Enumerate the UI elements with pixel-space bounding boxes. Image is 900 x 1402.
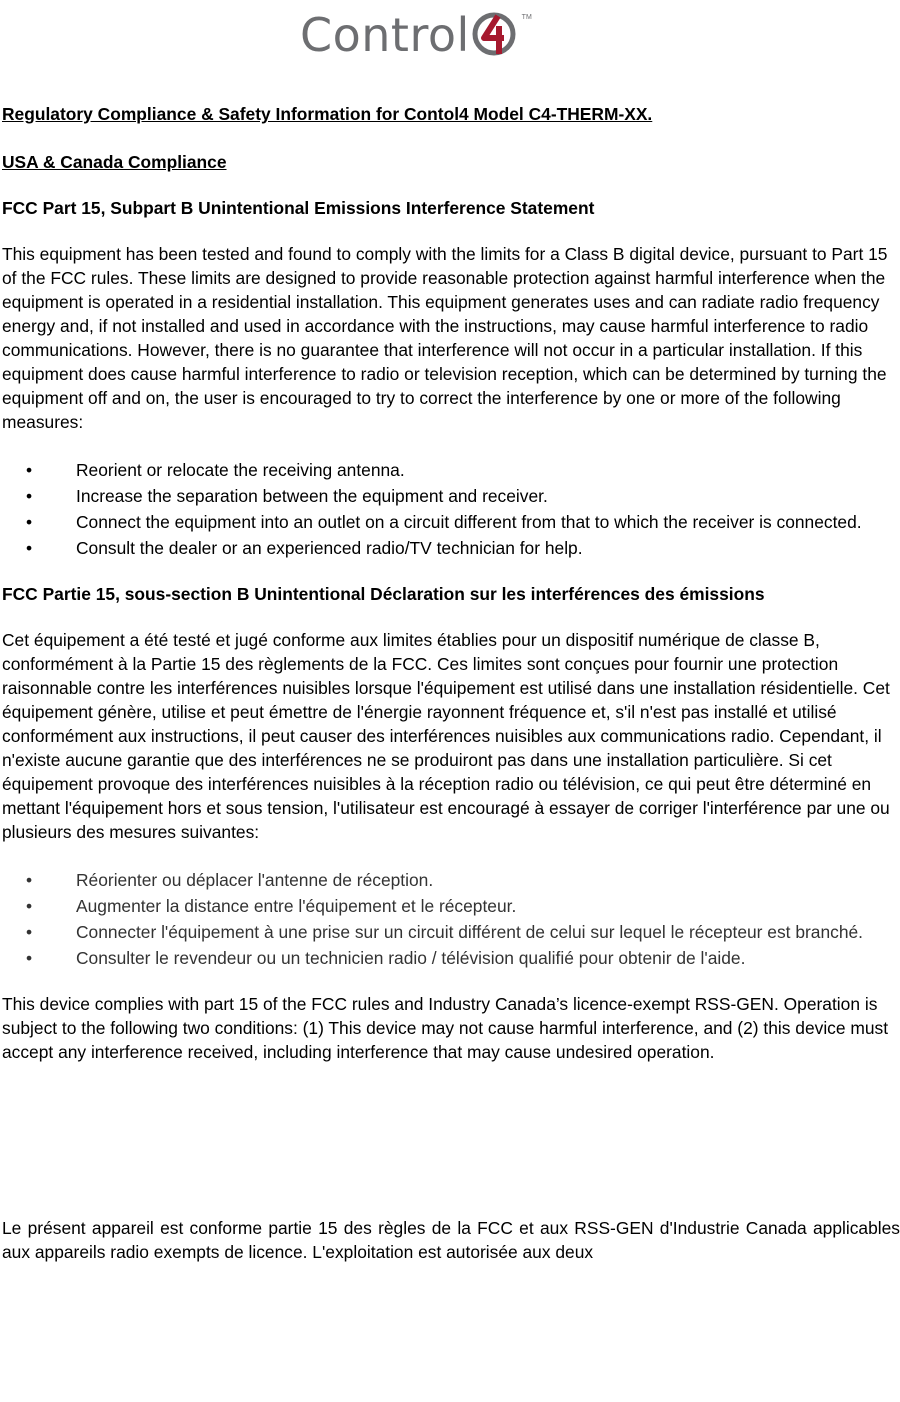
fcc-part15-heading: FCC Part 15, Subpart B Unintentional Emissions Interference Statement xyxy=(2,198,595,218)
list-item: • Connect the equipment into an outlet on a circuit different from that to which the receiver is connected. xyxy=(2,510,900,534)
fr-measures-list xyxy=(2,868,900,970)
fcc-statement-paragraph: This equipment has been tested and found to comply with the limits for a Class B digital device, pursuant to Part 15 of the FCC rules. These limits are designed to provide reasonable protection against harmful interference when the equipment is operated in a residential installation. This equipment generates uses and can radiate radio frequency energy and, if not installed and used in accordance with the instructions, may cause harmful interference to radio communications. However, there is no guarantee that interference will not occur in a particular installation. If this equipment does cause harmful interference to radio or television reception, which can be determined by turning the equipment off and on, the user is encouraged to try to correct the interference by one or more of the following measures: xyxy=(2,244,888,432)
list-item: • Connecter l'équipement à une prise sur un circuit différent de celui sur lequel le récepteur est branché. xyxy=(2,920,900,944)
list-item: • Augmenter la distance entre l'équipement et le récepteur. xyxy=(2,894,900,918)
usa-canada-heading: USA & Canada Compliance xyxy=(2,152,227,172)
list-item: • Consult the dealer or an experienced radio/TV technician for help. xyxy=(2,536,900,560)
control4-logo xyxy=(300,4,532,66)
logo-trademark: TM xyxy=(521,14,532,21)
fcc-partie15-heading: FCC Partie 15, sous-section B Unintentional Déclaration sur les interférences des émissions xyxy=(2,584,765,604)
document-title: Regulatory Compliance & Safety Information for Contol4 Model C4-THERM-XX. xyxy=(2,104,653,124)
blank-space xyxy=(2,1088,900,1216)
list-item: • Consulter le revendeur ou un technicien radio / télévision qualifié pour obtenir de l'aide. xyxy=(2,946,900,970)
document-body xyxy=(2,100,900,1288)
list-item: • Reorient or relocate the receiving antenna. xyxy=(2,458,900,482)
logo-4-mark-icon xyxy=(472,4,532,66)
logo-text: Control xyxy=(300,8,470,62)
fr-statement-paragraph: Cet équipement a été testé et jugé conforme aux limites établies pour un dispositif numérique de classe B, conformément à la Partie 15 des règlements de la FCC. Ces limites sont conçues pour fournir une protection raisonnable contre les interférences nuisibles lorsque l'équipement est utilisé dans une installation résidentielle. Cet équipement génère, utilise et peut émettre de l'énergie rayonnent fréquence et, s'il n'est pas installé et utilisé conformément aux instructions, il peut causer des interférences nuisibles aux communications radio. Cependant, il n'existe aucune garantie que des interférences ne se produiront pas dans une installation particulière. Si cet équipement provoque des interférences nuisibles à la réception radio ou télévision, ce qui peut être déterminé en mettant l'équipement hors et sous tension, l'utilisateur est encouragé à essayer de corriger l'interférence par une ou plusieurs des mesures suivantes: xyxy=(2,630,890,842)
list-item: • Réorienter ou déplacer l'antenne de réception. xyxy=(2,868,900,892)
fcc-measures-list xyxy=(2,458,900,560)
list-item: • Increase the separation between the equipment and receiver. xyxy=(2,484,900,508)
compliance-fr-paragraph: Le présent appareil est conforme partie 15 des règles de la FCC et aux RSS-GEN d'Industrie Canada applicables aux appareils radio exempts de licence. L'exploitation est autorisée aux deux xyxy=(2,1218,900,1262)
compliance-en-paragraph: This device complies with part 15 of the FCC rules and Industry Canada’s licence-exempt RSS-GEN. Operation is subject to the following two conditions: (1) This device may not cause harmful interference, and (2) this device must accept any interference received, including interference that may cause undesired operation. xyxy=(2,994,889,1062)
